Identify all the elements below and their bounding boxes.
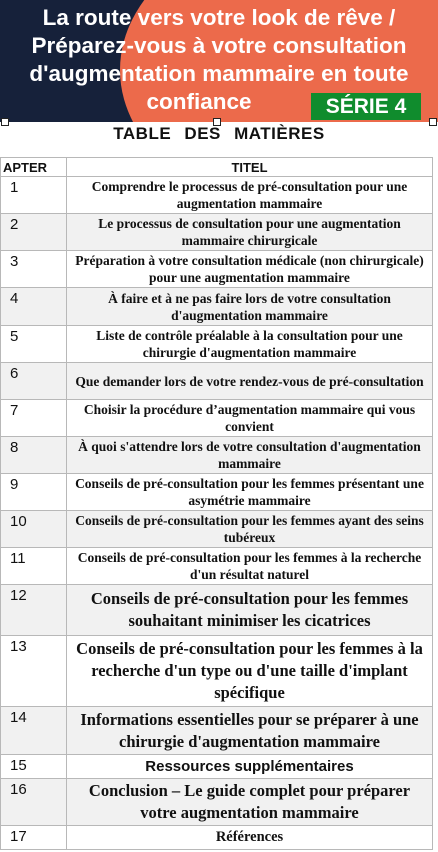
chapter-title: Ressources supplémentaires	[67, 755, 433, 779]
toc-heading-word: TABLE	[113, 124, 172, 143]
table-row	[1, 511, 433, 548]
chapter-number: 10	[1, 511, 67, 548]
chapter-number: 8	[1, 437, 67, 474]
chapter-title: Conclusion – Le guide complet pour préparer votre augmentation mammaire	[67, 779, 433, 826]
table-row	[1, 363, 433, 400]
table-row	[1, 548, 433, 585]
chapter-number: 6	[1, 363, 67, 400]
chapter-number: 13	[1, 636, 67, 707]
banner-title-line: Préparez-vous à votre consultation	[31, 33, 407, 58]
chapter-title: Conseils de pré-consultation pour les femmes souhaitant minimiser les cicatrices	[67, 585, 433, 636]
toc-table	[0, 157, 433, 850]
table-row	[1, 585, 433, 636]
chapter-number: 2	[1, 214, 67, 251]
chapter-number: 1	[1, 177, 67, 214]
toc-heading-word: MATIÈRES	[234, 124, 325, 143]
table-header-row	[1, 158, 433, 177]
chapter-title: Conseils de pré-consultation pour les femmes à la recherche d'un résultat naturel	[67, 548, 433, 585]
table-row	[1, 251, 433, 288]
chapter-number: 5	[1, 326, 67, 363]
chapter-number: 14	[1, 707, 67, 755]
chapter-number: 11	[1, 548, 67, 585]
table-row	[1, 755, 433, 779]
chapter-title: À quoi s'attendre lors de votre consultation d'augmentation mammaire	[67, 437, 433, 474]
chapter-title: Informations essentielles pour se préparer à une chirurgie d'augmentation mammaire	[67, 707, 433, 755]
header-banner	[0, 0, 438, 122]
chapter-title: Comprendre le processus de pré-consultation pour une augmentation mammaire	[67, 177, 433, 214]
chapter-title: Conseils de pré-consultation pour les femmes ayant des seins tubéreux	[67, 511, 433, 548]
chapter-title: Choisir la procédure d’augmentation mammaire qui vous convient	[67, 400, 433, 437]
chapter-number: 4	[1, 288, 67, 326]
table-row	[1, 288, 433, 326]
chapter-title: Que demander lors de votre rendez-vous de pré-consultation	[67, 363, 433, 400]
table-row	[1, 826, 433, 850]
banner-title-line: confiance	[146, 89, 252, 114]
table-row	[1, 437, 433, 474]
toc-heading	[0, 124, 438, 144]
chapter-title: À faire et à ne pas faire lors de votre consultation d'augmentation mammaire	[67, 288, 433, 326]
chapter-number: 15	[1, 755, 67, 779]
chapter-title: Le processus de consultation pour une augmentation mammaire chirurgicale	[67, 214, 433, 251]
table-row	[1, 636, 433, 707]
table-row	[1, 779, 433, 826]
chapter-number: 7	[1, 400, 67, 437]
table-row	[1, 707, 433, 755]
chapter-number: 17	[1, 826, 67, 850]
series-badge: SÉRIE 4	[311, 93, 421, 120]
chapter-title: Préparation à votre consultation médicale (non chirurgicale) pour une augmentation mammaire	[67, 251, 433, 288]
table-row	[1, 326, 433, 363]
table-row	[1, 214, 433, 251]
chapter-number: 9	[1, 474, 67, 511]
chapter-number: 16	[1, 779, 67, 826]
chapter-number: 3	[1, 251, 67, 288]
chapter-title: Références	[67, 826, 433, 850]
banner-title-line: d'augmentation mammaire en toute	[29, 61, 409, 86]
header-title: TITEL	[67, 158, 433, 177]
chapter-title: Conseils de pré-consultation pour les femmes présentant une asymétrie mammaire	[67, 474, 433, 511]
table-row	[1, 177, 433, 214]
chapter-title: Conseils de pré-consultation pour les femmes à la recherche d'un type ou d'une taille d'implant spécifique	[67, 636, 433, 707]
toc-heading-word: DES	[184, 124, 221, 143]
chapter-number: 12	[1, 585, 67, 636]
table-row	[1, 400, 433, 437]
banner-title-line: La route vers votre look de rêve /	[42, 5, 396, 30]
header-chapter: APTER	[1, 158, 67, 177]
table-row	[1, 474, 433, 511]
chapter-title: Liste de contrôle préalable à la consultation pour une chirurgie d'augmentation mammaire	[67, 326, 433, 363]
